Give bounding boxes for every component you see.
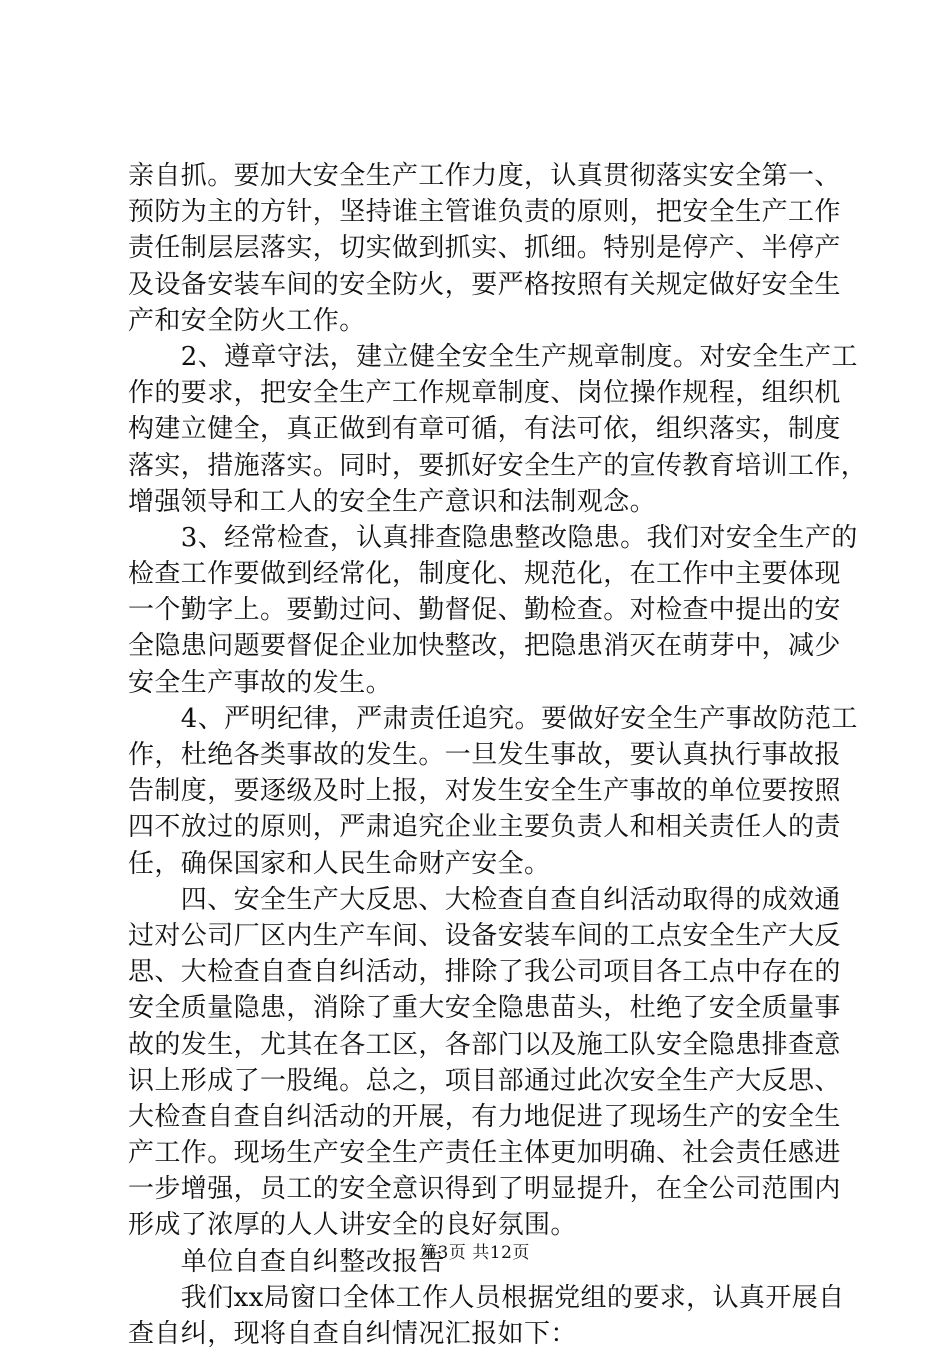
- text-line: 责任制层层落实，切实做到抓实、抓细。特别是停产、半停产: [128, 233, 841, 264]
- text-line: 故的发生，尤其在各工区，各部门以及施工队安全隐患排查意: [128, 1029, 841, 1060]
- text-line: 4、严明纪律，严肃责任追究。要做好安全生产事故防范工: [128, 703, 858, 734]
- text-line: 四、安全生产大反思、大检查自查自纠活动取得的成效通: [128, 884, 841, 915]
- text-line: 构建立健全，真正做到有章可循，有法可依，组织落实，制度: [128, 414, 841, 445]
- text-line: 大检查自查自纠活动的开展，有力地促进了现场生产的安全生: [128, 1101, 841, 1132]
- section-heading: 单位自查自纠整改报告: [128, 1246, 445, 1277]
- text-line: 检查工作要做到经常化，制度化、规范化，在工作中主要体现: [128, 559, 841, 590]
- text-line: 产和安全防火工作。: [128, 305, 366, 336]
- text-line: 过对公司厂区内生产车间、设备安装车间的工点安全生产大反: [128, 920, 841, 951]
- document-body: [128, 158, 868, 1352]
- text-line: 及设备安装车间的安全防火，要严格按照有关规定做好安全生: [128, 269, 841, 300]
- text-line: 全隐患问题要督促企业加快整改，把隐患消灭在萌芽中，减少: [128, 631, 841, 662]
- text-line: 我们xx局窗口全体工作人员根据党组的要求，认真开展自: [128, 1282, 845, 1313]
- text-line: 3、经常检查，认真排查隐患整改隐患。我们对安全生产的: [128, 522, 858, 553]
- text-line: 一步增强，员工的安全意识得到了明显提升，在全公司范围内: [128, 1174, 841, 1205]
- text-line: 告制度，要逐级及时上报，对发生安全生产事故的单位要按照: [128, 776, 841, 807]
- text-line: 落实，措施落实。同时，要抓好安全生产的宣传教育培训工作，: [128, 450, 868, 481]
- text-line: 一个勤字上。要勤过问、勤督促、勤检查。对检查中提出的安: [128, 595, 841, 626]
- text-line: 预防为主的方针，坚持谁主管谁负责的原则，把安全生产工作: [128, 197, 841, 228]
- text-line: 增强领导和工人的安全生产意识和法制观念。: [128, 486, 657, 517]
- text-line: 产工作。现场生产安全生产责任主体更加明确、社会责任感进: [128, 1138, 841, 1169]
- text-line: 亲自抓。要加大安全生产工作力度，认真贯彻落实安全第一、: [128, 161, 841, 191]
- text-line: 作，杜绝各类事故的发生。一旦发生事故，要认真执行事故报: [128, 740, 841, 770]
- text-line: 四不放过的原则，严肃追究企业主要负责人和相关责任人的责: [128, 812, 841, 843]
- text-line: 安全质量隐患，消除了重大安全隐患苗头，杜绝了安全质量事: [128, 993, 841, 1024]
- text-line: 识上形成了一股绳。总之，项目部通过此次安全生产大反思、: [128, 1065, 841, 1096]
- text-line: 作的要求，把安全生产工作规章制度、岗位操作规程，组织机: [128, 378, 841, 409]
- text-line: 思、大检查自查自纠活动，排除了我公司项目各工点中存在的: [128, 957, 841, 988]
- text-line: 查自纠，现将自查自纠情况汇报如下：: [128, 1319, 577, 1349]
- text-line: 任，确保国家和人民生命财产安全。: [128, 848, 551, 879]
- page-footer: 第3页 共12页: [420, 1243, 530, 1263]
- text-line: 2、遵章守法，建立健全安全生产规章制度。对安全生产工: [128, 341, 858, 372]
- text-line: 形成了浓厚的人人讲安全的良好氛围。: [128, 1210, 577, 1241]
- text-line: 安全生产事故的发生。: [128, 667, 393, 698]
